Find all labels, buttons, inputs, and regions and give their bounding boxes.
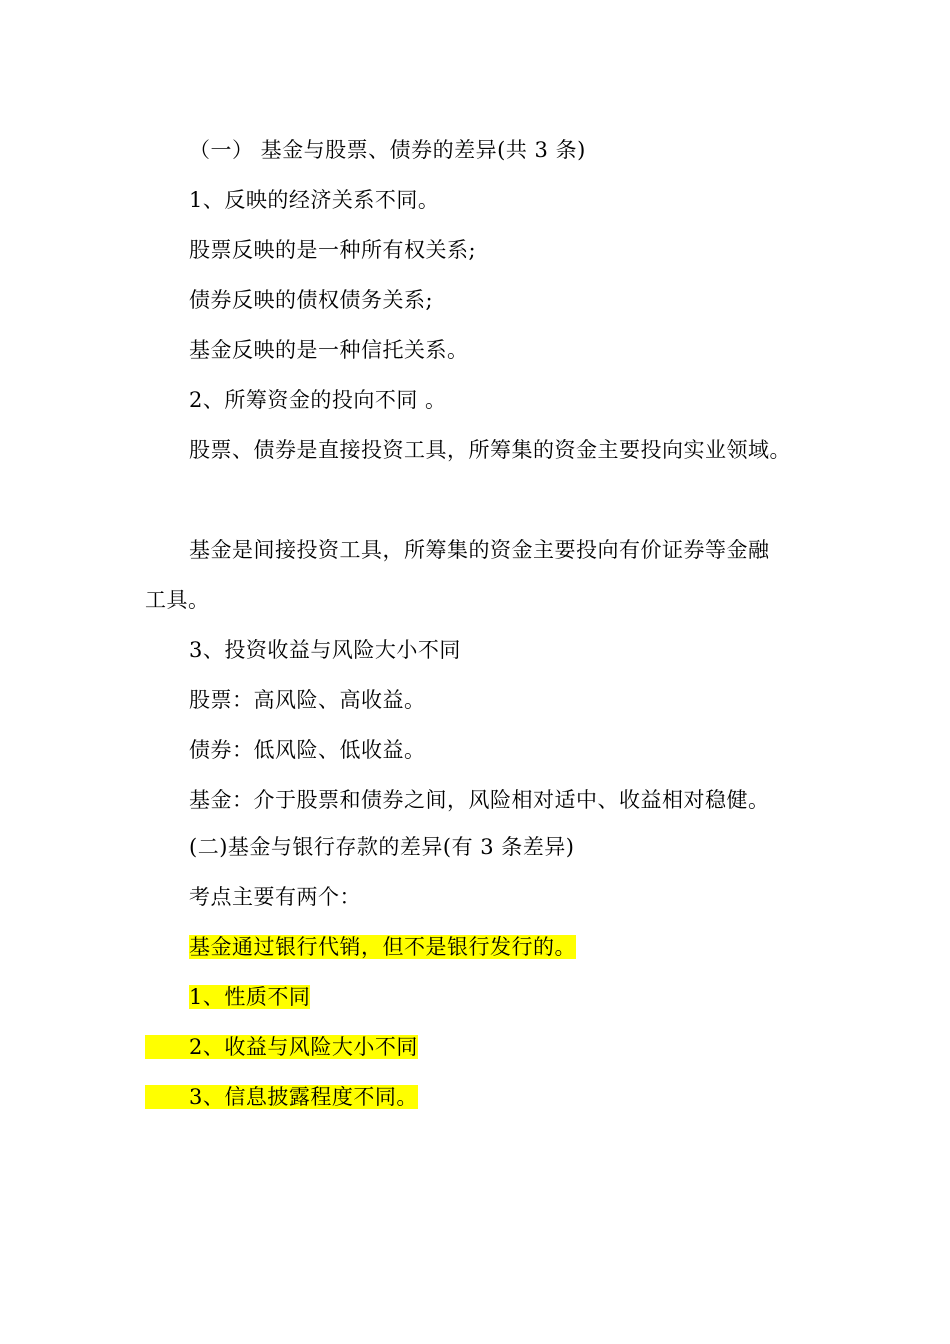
highlighted-line — [189, 1082, 418, 1112]
text-line: 股票反映的是一种所有权关系; — [189, 238, 477, 262]
point-2-heading: 2、所筹资金的投向不同 。 — [189, 388, 447, 412]
text-line: 股票：高风险、高收益。 — [189, 688, 426, 712]
highlighted-text: 2、收益与风险大小不同 — [145, 1035, 418, 1059]
text-line: 债券：低风险、低收益。 — [189, 738, 426, 762]
highlighted-line — [189, 1032, 418, 1062]
highlighted-text: 基金通过银行代销，但不是银行发行的。 — [189, 935, 576, 959]
text-line-continuation: 工具。 — [145, 588, 210, 612]
text-line: 债券反映的债权债务关系; — [189, 288, 434, 312]
text-line: 股票、债券是直接投资工具，所筹集的资金主要投向实业领域。 — [189, 438, 791, 462]
text-line: 考点主要有两个： — [189, 885, 361, 909]
highlighted-line — [189, 982, 310, 1012]
section-heading-2: (二)基金与银行存款的差异(有 3 条差异) — [189, 835, 575, 859]
highlighted-text: 1、性质不同 — [189, 985, 311, 1009]
highlighted-text: 3、信息披露程度不同。 — [145, 1085, 418, 1109]
text-line: 基金是间接投资工具，所筹集的资金主要投向有价证券等金融 — [189, 538, 770, 562]
highlighted-line — [189, 932, 576, 962]
text-line: 基金反映的是一种信托关系。 — [189, 338, 469, 362]
point-1-heading: 1、反映的经济关系不同。 — [189, 188, 440, 212]
section-heading-1: （一） 基金与股票、债券的差异(共 3 条) — [189, 138, 586, 162]
text-line: 基金：介于股票和债券之间，风险相对适中、收益相对稳健。 — [189, 788, 770, 812]
point-3-heading: 3、投资收益与风险大小不同 — [189, 638, 461, 662]
